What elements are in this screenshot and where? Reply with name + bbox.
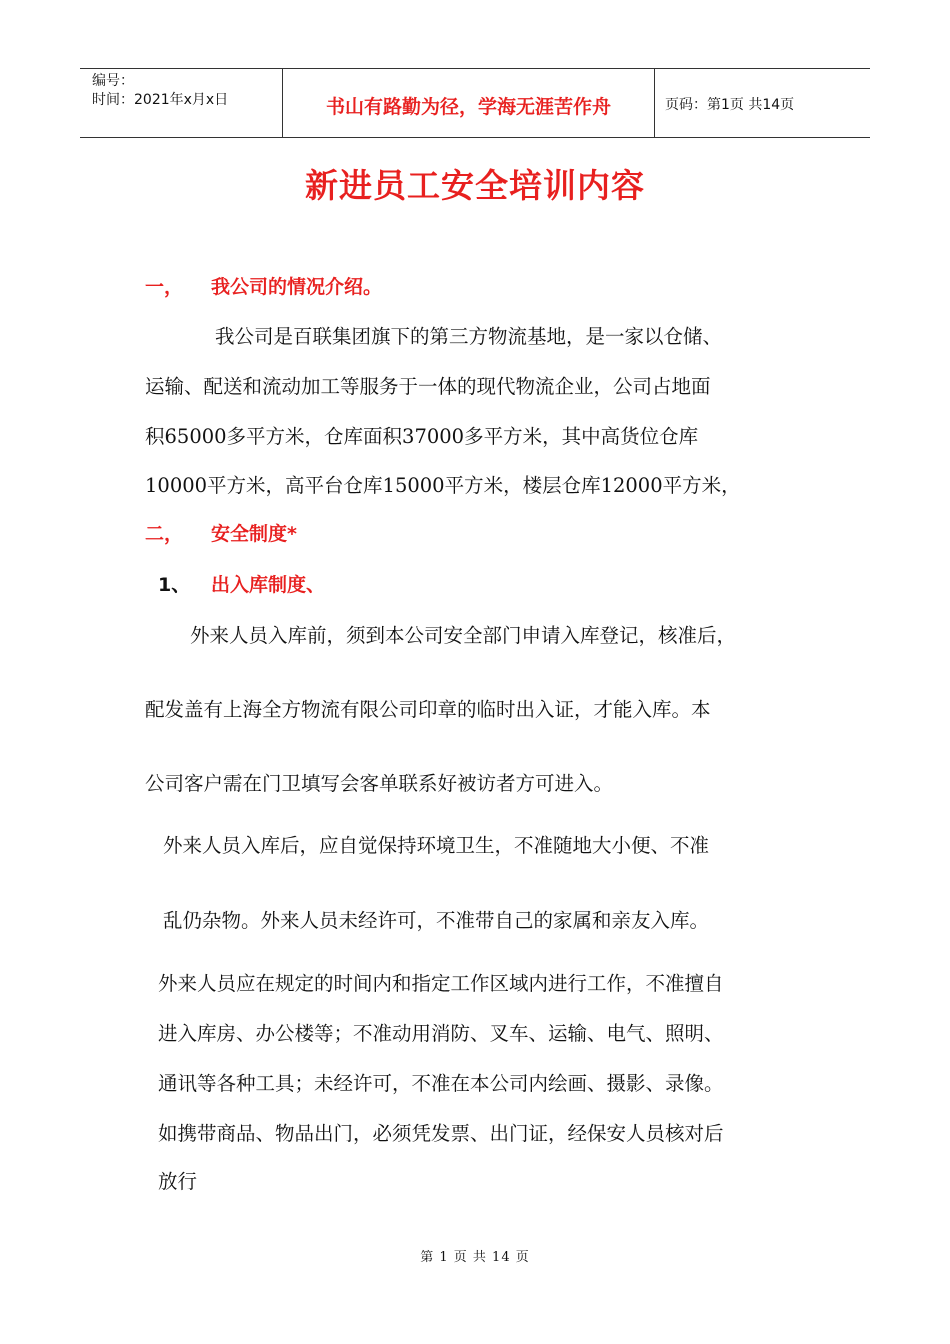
section2-heading: 安全制度* (211, 523, 297, 545)
header-motto: 书山有路勤为径，学海无涯苦作舟 (282, 69, 655, 137)
section1-line: 积65000多平方米，仓库面积37000多平方米，其中高货位仓库 (145, 425, 699, 448)
subsection1-number: 1、 (158, 574, 191, 596)
section1-line: 10000平方米，高平台仓库15000平方米，楼层仓库12000平方米， (145, 474, 741, 497)
section1-heading: 我公司的情况介绍。 (211, 276, 383, 298)
rule-line: 进入库房、办公楼等；不准动用消防、叉车、运输、电气、照明、 (158, 1022, 724, 1045)
header-page-info: 页码：第1页 共14页 (665, 97, 795, 113)
rule-line: 通讯等各种工具；未经许可，不准在本公司内绘画、摄影、录像。 (158, 1072, 724, 1095)
page-header (80, 68, 870, 138)
serial-label: 编号： (92, 73, 134, 89)
section1-number: 一， (145, 276, 184, 298)
rule-line: 乱仍杂物。外来人员未经许可，不准带自己的家属和亲友入库。 (163, 909, 710, 932)
section1-line: 我公司是百联集团旗下的第三方物流基地，是一家以仓储、 (215, 325, 723, 348)
section1-line: 运输、配送和流动加工等服务于一体的现代物流企业，公司占地面 (145, 375, 711, 398)
section2-number: 二， (145, 523, 184, 545)
rule-line: 公司客户需在门卫填写会客单联系好被访者方可进入。 (145, 772, 614, 795)
date-label: 时间：2021年x月x日 (92, 92, 229, 108)
rule-line: 外来人员应在规定的时间内和指定工作区域内进行工作，不准擅自 (158, 972, 724, 995)
rule-line: 如携带商品、物品出门，必须凭发票、出门证，经保安人员核对后 (158, 1122, 724, 1145)
rule-line: 外来人员入库前，须到本公司安全部门申请入库登记，核准后， (190, 624, 737, 647)
document-title: 新进员工安全培训内容 (305, 166, 645, 205)
header-meta (80, 69, 282, 137)
page-footer: 第 1 页 共 14 页 (420, 1250, 530, 1265)
rule-line: 配发盖有上海全方物流有限公司印章的临时出入证，才能入库。本 (145, 698, 711, 721)
subsection1-heading: 出入库制度、 (211, 574, 326, 596)
rule-line: 外来人员入库后，应自觉保持环境卫生，不准随地大小便、不准 (163, 834, 710, 857)
rule-line: 放行 (158, 1170, 198, 1193)
